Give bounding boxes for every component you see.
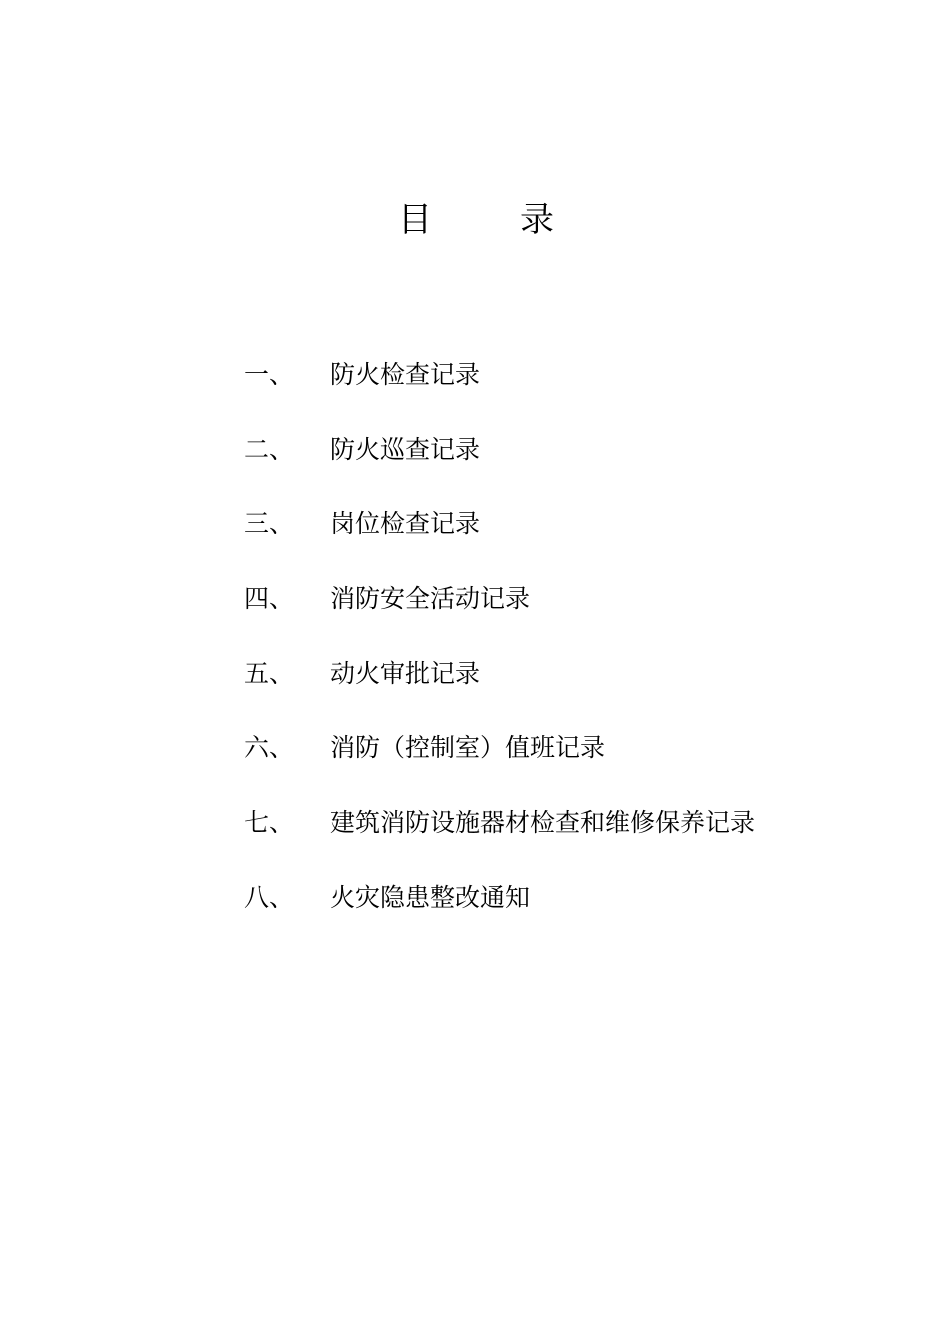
toc-item-number: 四、 <box>244 584 295 614</box>
toc-item-label: 火灾隐患整改通知 <box>330 882 531 912</box>
toc-item-label: 防火巡查记录 <box>330 434 481 464</box>
toc-item-number: 三、 <box>244 509 295 539</box>
toc-item-label: 岗位检查记录 <box>330 509 481 539</box>
toc-item-number: 六、 <box>244 733 295 763</box>
toc-item-label: 建筑消防设施器材检查和维修保养记录 <box>330 808 756 838</box>
toc-item-number: 一、 <box>244 360 295 389</box>
toc-item-label: 消防（控制室）值班记录 <box>330 733 606 763</box>
toc-item-label: 防火检查记录 <box>330 360 481 389</box>
page-title <box>398 198 554 242</box>
toc-item-number: 二、 <box>244 434 295 464</box>
title-char-right: 录 <box>520 200 554 240</box>
toc-item-number: 八、 <box>244 882 295 912</box>
toc-item-number: 七、 <box>244 808 295 838</box>
toc-item-label: 动火审批记录 <box>330 658 481 688</box>
title-char-left: 目 <box>398 200 432 240</box>
toc-item-number: 五、 <box>244 658 295 688</box>
toc-item-label: 消防安全活动记录 <box>330 584 531 614</box>
